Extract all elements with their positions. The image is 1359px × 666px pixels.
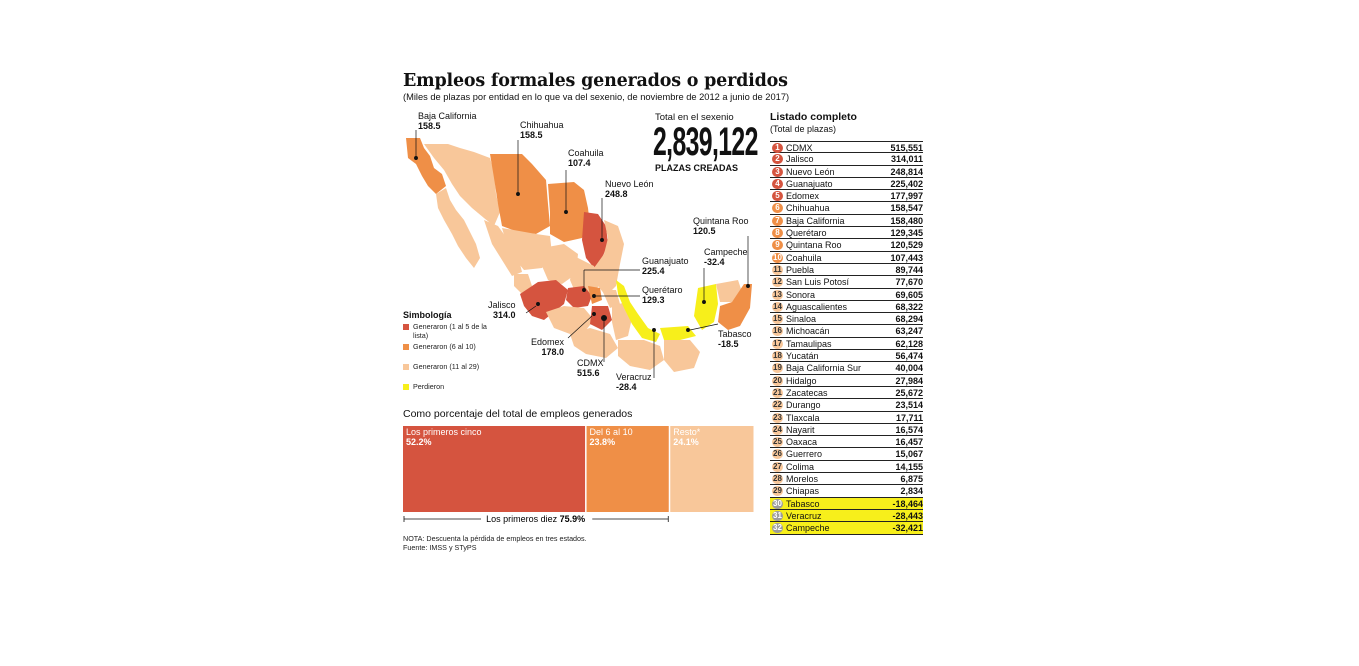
percent-bar-label: Resto* [673, 427, 701, 437]
ranking-state: Puebla [786, 264, 815, 275]
ranking-state: Tabasco [786, 498, 820, 509]
map-label-name: Jalisco [488, 300, 516, 310]
ranking-state: Guerrero [786, 449, 823, 460]
ranking-rank: 27 [773, 461, 782, 471]
ranking-row [770, 510, 923, 522]
ranking-state: Baja California [786, 215, 845, 226]
map-state-campeche [694, 284, 718, 330]
ranking-value: 68,322 [895, 301, 923, 312]
ranking-value: -18,464 [892, 498, 923, 509]
ranking-row [770, 399, 923, 411]
ranking-rank: 21 [773, 387, 782, 397]
ranking-state: Quintana Roo [786, 240, 842, 251]
ranking-value: 158,480 [890, 215, 923, 226]
ranking-value: 120,529 [890, 240, 923, 251]
ranking-state: Michoacán [786, 326, 830, 337]
ranking-row [770, 362, 923, 374]
map-label-value: 178.0 [541, 346, 565, 357]
ranking-rank: 8 [772, 228, 783, 238]
map-label [488, 301, 516, 320]
percent-title: Como porcentaje del total de empleos generados [403, 408, 633, 420]
ranking-row [770, 215, 923, 227]
ranking-row [770, 375, 923, 387]
ranking-rank: 17 [773, 338, 782, 348]
ranking-row [770, 301, 923, 313]
ranking-state: Coahuila [786, 252, 822, 263]
ranking-rank: 10 [773, 252, 782, 262]
ranking-row [770, 498, 923, 510]
map-label-name: Baja California [418, 111, 477, 121]
ranking-value: 225,402 [890, 178, 923, 189]
ranking-state: Querétaro [786, 228, 827, 239]
map-label-value: 158.5 [520, 129, 543, 140]
ranking-row [770, 412, 923, 424]
ranking-row [770, 141, 923, 153]
ranking-rank: 29 [773, 486, 782, 496]
ranking-state: San Luis Potosí [786, 277, 850, 288]
ranking-state: Morelos [786, 474, 819, 485]
map-label-value: 107.4 [568, 157, 591, 168]
ranking-state: Zacatecas [786, 387, 828, 398]
ranking-row [770, 289, 923, 301]
map-label-name: Veracruz [616, 372, 652, 382]
ranking-value: 56,474 [895, 351, 923, 362]
map-label-value: 515.6 [577, 367, 600, 378]
map-label-name: Quintana Roo [693, 216, 749, 226]
map-label [704, 248, 748, 267]
ranking-rank: 3 [772, 167, 783, 177]
ranking-rank: 19 [773, 363, 782, 373]
legend-label-top10: Generaron (6 al 10) [413, 342, 476, 351]
ranking-value: 15,067 [895, 449, 923, 460]
ranking-rank: 11 [773, 264, 782, 274]
ranking-rank: 9 [772, 240, 783, 250]
map-label-name: Coahuila [568, 148, 604, 158]
ranking-value: 314,011 [890, 154, 923, 165]
map-label [568, 149, 604, 168]
ranking-row [770, 227, 923, 239]
ranking-state: Colima [786, 461, 815, 472]
ranking-value: 14,155 [895, 461, 923, 472]
ranking-state: Yucatán [786, 351, 819, 362]
map-label [616, 373, 652, 392]
ranking-rank: 31 [773, 510, 782, 520]
map-label [531, 338, 564, 357]
map-label-name: Campeche [704, 247, 748, 257]
map-label [693, 217, 749, 236]
ranking-row [770, 522, 923, 534]
ranking-state: Veracruz [786, 510, 822, 521]
ranking-row [770, 473, 923, 485]
percent-bar-chart [403, 426, 758, 526]
ranking-table [770, 141, 923, 535]
legend-swatch-lost [403, 384, 409, 390]
legend-swatch-rest [403, 364, 409, 370]
ranking-subtitle: (Total de plazas) [770, 124, 837, 134]
ranking-rank: 25 [773, 437, 782, 447]
ranking-value: 177,997 [890, 191, 923, 202]
ranking-state: Chihuahua [786, 203, 830, 214]
map-label-value: 129.3 [642, 294, 665, 305]
ranking-value: 6,875 [900, 474, 923, 485]
map-label-name: Edomex [531, 337, 565, 347]
ranking-rank: 2 [772, 154, 783, 164]
percent-bar-label: Del 6 al 10 [589, 427, 633, 437]
ranking-row [770, 276, 923, 288]
ranking-row [770, 190, 923, 202]
map-label-name: Guanajuato [642, 256, 689, 266]
ranking-rank: 30 [773, 498, 782, 508]
ranking-row [770, 166, 923, 178]
total-value: 2,839,122 [653, 120, 758, 164]
total-label: Total en el sexenio [655, 112, 734, 123]
ranking-value: 23,514 [895, 400, 923, 411]
ranking-state: Jalisco [786, 154, 814, 165]
map-state-tabasco [660, 326, 696, 340]
ranking-row [770, 436, 923, 448]
ranking-row [770, 325, 923, 337]
ranking-rank: 14 [773, 301, 782, 311]
ranking-rank: 23 [773, 412, 782, 422]
map-label [642, 286, 683, 305]
ranking-row [770, 252, 923, 264]
ranking-state: Chiapas [786, 486, 820, 497]
ranking-row [770, 350, 923, 362]
percent-bar-value: 52.2% [406, 437, 432, 447]
ranking-row [770, 239, 923, 251]
ranking-value: 16,574 [895, 424, 923, 435]
chart-subtitle: (Miles de plazas por entidad en lo que va del sexenio, de noviembre de 2012 a junio de 2017) [403, 92, 790, 102]
ranking-value: 515,551 [890, 143, 923, 153]
ranking-value: 40,004 [895, 363, 923, 374]
map-label [577, 359, 604, 378]
legend-swatch-top5 [403, 324, 409, 330]
legend-swatch-top10 [403, 344, 409, 350]
ranking-state: Baja California Sur [786, 363, 862, 374]
ranking-rank: 6 [772, 203, 783, 213]
ranking-value: 16,457 [895, 437, 923, 448]
ranking-state: Aguascalientes [786, 301, 848, 312]
ranking-state: Campeche [786, 523, 830, 534]
ranking-row [770, 338, 923, 350]
map-label-value: -32.4 [704, 256, 725, 267]
ranking-value: 107,443 [890, 252, 923, 263]
percent-bar-value: 23.8% [589, 437, 616, 447]
map-label [418, 112, 477, 131]
map-label-name: Querétaro [642, 285, 683, 295]
ranking-value: 2,834 [900, 486, 923, 497]
ranking-value: 77,670 [895, 277, 923, 288]
ranking-value: -32,421 [892, 523, 923, 534]
ranking-row [770, 202, 923, 214]
ranking-value: 129,345 [890, 228, 923, 239]
ranking-rank: 7 [772, 216, 783, 226]
ranking-value: 17,711 [895, 412, 923, 423]
note-text: NOTA: Descuenta la pérdida de empleos en tres estados. [403, 534, 587, 543]
map-label-name: CDMX [577, 358, 604, 368]
ranking-state: Tamaulipas [786, 338, 832, 349]
ranking-rank: 32 [773, 523, 782, 533]
ranking-row [770, 461, 923, 473]
ranking-rank: 13 [773, 289, 782, 299]
map-label [642, 257, 689, 276]
map-label-value: -28.4 [616, 381, 637, 392]
ranking-value: 25,672 [895, 387, 923, 398]
ranking-state: Nuevo León [786, 166, 835, 177]
ranking-row [770, 153, 923, 165]
ranking-state: Guanajuato [786, 178, 833, 189]
map-state-chihuahua [490, 154, 550, 234]
ranking-value: 62,128 [895, 338, 923, 349]
ranking-state: Oaxaca [786, 437, 818, 448]
ranking-rank: 15 [773, 314, 782, 324]
ranking-state: Sinaloa [786, 314, 817, 325]
ranking-row [770, 387, 923, 399]
map-state-oaxaca [618, 340, 664, 370]
source-text: Fuente: IMSS y STyPS [403, 543, 477, 552]
ranking-value: -28,443 [892, 510, 923, 521]
ranking-value: 68,294 [895, 314, 923, 325]
percent-bar-label: Los primeros cinco [406, 427, 482, 437]
map-label-value: 314.0 [492, 309, 516, 320]
chart-title: Empleos formales generados o perdidos [403, 71, 788, 91]
total-sub: PLAZAS CREADAS [655, 163, 739, 173]
map-label-name: Tabasco [718, 329, 752, 339]
ranking-value: 158,547 [890, 203, 923, 214]
ranking-state: Nayarit [786, 424, 815, 435]
ranking-rank: 5 [772, 191, 783, 201]
ranking-rank: 24 [773, 424, 782, 434]
legend-label-lost: Perdieron [413, 382, 445, 391]
ranking-rank: 28 [773, 474, 782, 484]
ranking-state: Durango [786, 400, 821, 411]
ranking-state: Hidalgo [786, 375, 817, 386]
map-label [605, 180, 654, 199]
map-state-guerrero [570, 328, 618, 358]
legend-title: Simbología [403, 310, 452, 320]
map-label-name: Chihuahua [520, 120, 564, 130]
ranking-row [770, 448, 923, 460]
map-label-value: 158.5 [418, 120, 441, 131]
ranking-state: CDMX [786, 143, 813, 153]
ranking-row [770, 485, 923, 497]
ranking-rank: 22 [773, 400, 782, 410]
ranking-rank: 18 [773, 351, 782, 361]
ranking-rank: 16 [773, 326, 782, 336]
percent-bar-value: 24.1% [673, 437, 699, 447]
ranking-row [770, 424, 923, 436]
percent-bracket-label: Los primeros diez 75.9% [486, 514, 586, 524]
map-label-value: 225.4 [642, 265, 665, 276]
ranking-row [770, 178, 923, 190]
legend-label-rest: Generaron (11 al 29) [413, 362, 480, 371]
ranking-value: 63,247 [895, 326, 923, 337]
ranking-value: 27,984 [895, 375, 923, 386]
ranking-state: Tlaxcala [786, 412, 820, 423]
ranking-value: 248,814 [890, 166, 923, 177]
ranking-state: Sonora [786, 289, 816, 300]
ranking-value: 89,744 [895, 264, 923, 275]
ranking-rank: 26 [773, 449, 782, 459]
map-label [718, 330, 752, 349]
map-label-value: 248.8 [605, 188, 628, 199]
map-state-chiapas [664, 340, 700, 372]
ranking-rank: 1 [772, 143, 783, 153]
map-label-value: -18.5 [718, 338, 739, 349]
map-label-value: 120.5 [693, 225, 716, 236]
ranking-rank: 20 [773, 375, 782, 385]
ranking-row [770, 264, 923, 276]
ranking-row [770, 313, 923, 325]
ranking-value: 69,605 [895, 289, 923, 300]
ranking-rank: 12 [773, 277, 782, 287]
ranking-rank: 4 [772, 179, 783, 189]
ranking-title: Listado completo [770, 111, 857, 123]
map-label-name: Nuevo León [605, 179, 654, 189]
map-label [520, 121, 564, 140]
legend-label-top5: Generaron (1 al 5 de la lista) [413, 322, 487, 340]
ranking-state: Edomex [786, 191, 820, 202]
